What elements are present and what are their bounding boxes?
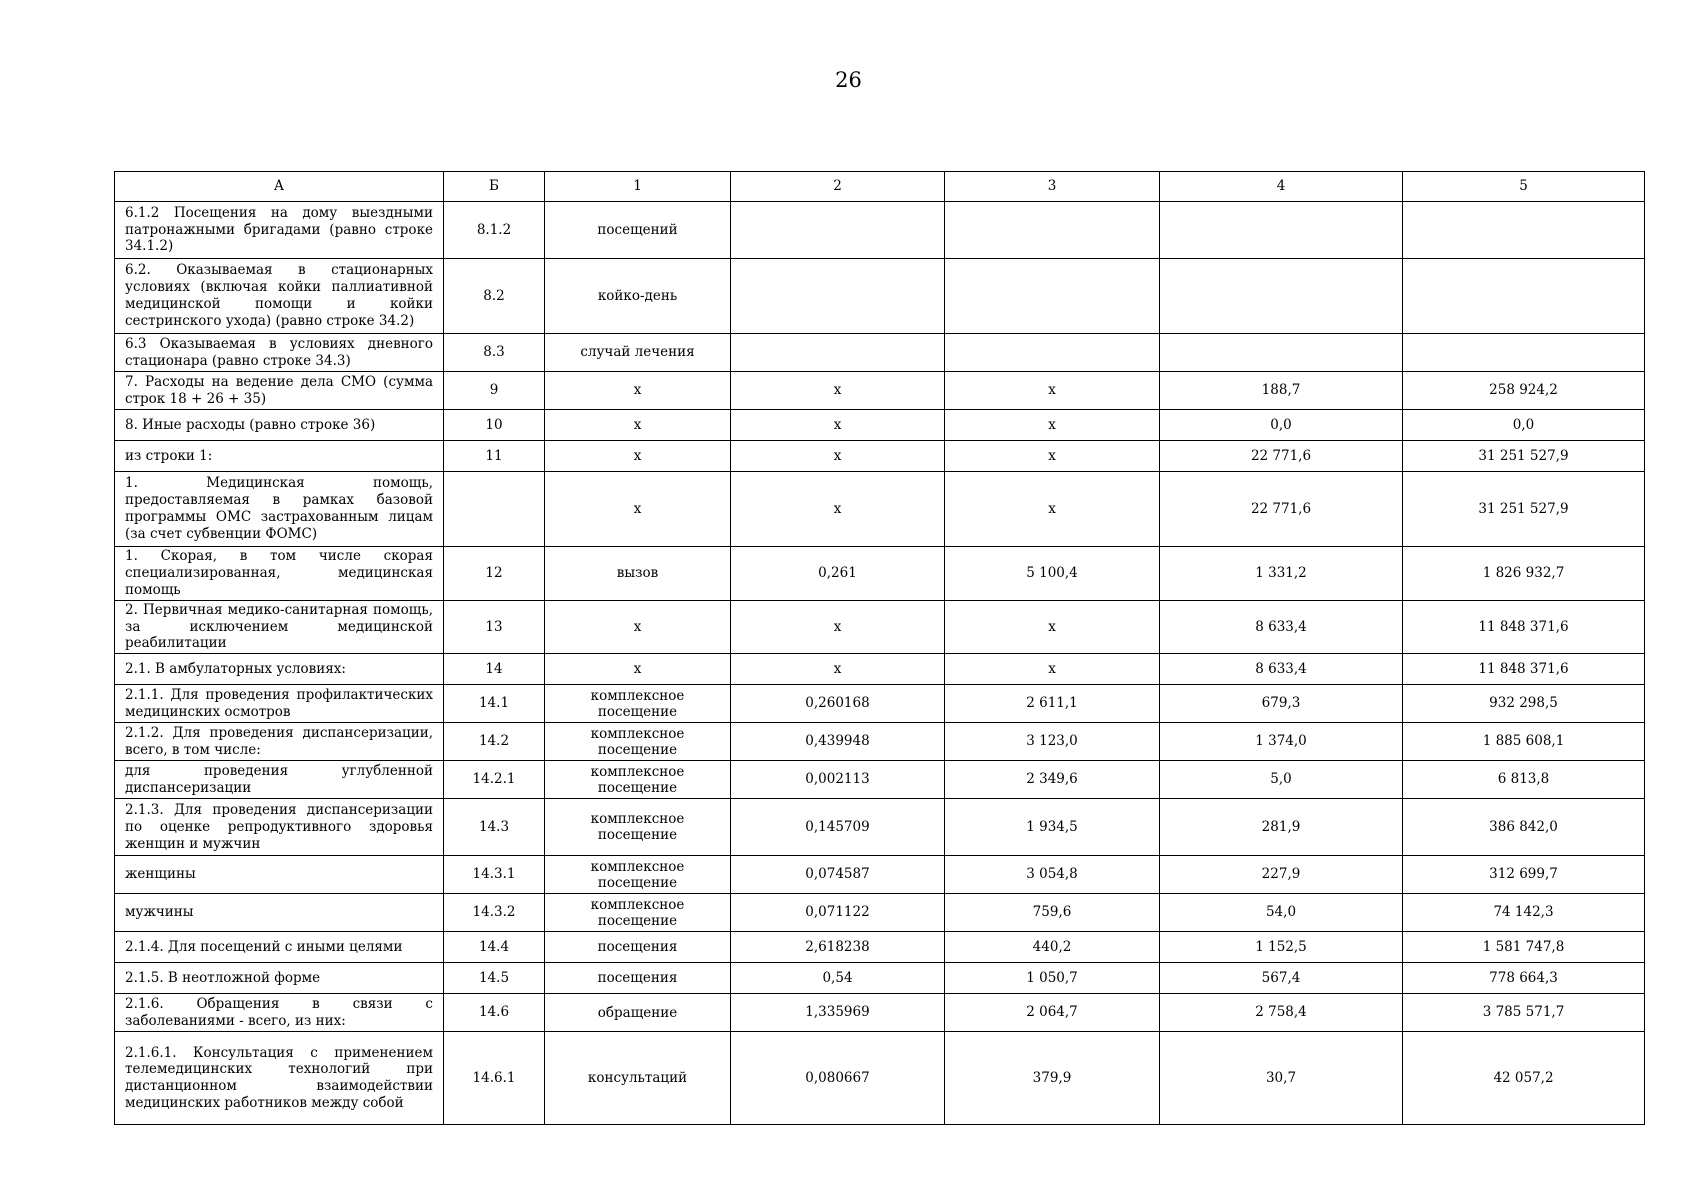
table-row xyxy=(115,963,1645,994)
cell-col-4: 22 771,6 xyxy=(1160,472,1403,547)
table-row xyxy=(115,723,1645,761)
cell-col-5: 778 664,3 xyxy=(1403,963,1645,994)
cell-col-5: 1 885 608,1 xyxy=(1403,723,1645,761)
table-row xyxy=(115,372,1645,410)
table-row xyxy=(115,441,1645,472)
cell-col-3: 3 054,8 xyxy=(945,856,1160,894)
row-unit: х xyxy=(545,654,731,685)
cell-col-2: 0,071122 xyxy=(731,894,945,932)
cell-col-5 xyxy=(1403,334,1645,372)
row-unit: случай лечения xyxy=(545,334,731,372)
row-label: мужчины xyxy=(115,894,444,932)
table-header-row xyxy=(115,172,1645,202)
header-cell-2: 1 xyxy=(545,172,731,202)
row-code: 8.2 xyxy=(444,259,545,334)
cell-col-5: 11 848 371,6 xyxy=(1403,600,1645,654)
row-label: 6.3 Оказываемая в условиях дневного стационара (равно строке 34.3) xyxy=(115,334,444,372)
cell-col-4: 30,7 xyxy=(1160,1032,1403,1125)
cell-col-3: х xyxy=(945,654,1160,685)
cell-col-2: 0,074587 xyxy=(731,856,945,894)
cell-col-5: 31 251 527,9 xyxy=(1403,472,1645,547)
cell-col-4 xyxy=(1160,202,1403,259)
cell-col-4: 5,0 xyxy=(1160,761,1403,799)
row-unit: посещения xyxy=(545,963,731,994)
row-code: 14.6 xyxy=(444,994,545,1032)
row-code: 14.2 xyxy=(444,723,545,761)
cell-col-2: х xyxy=(731,472,945,547)
cell-col-4: 227,9 xyxy=(1160,856,1403,894)
row-code: 14.6.1 xyxy=(444,1032,545,1125)
table-row xyxy=(115,600,1645,654)
row-label: 2.1.3. Для проведения диспансеризации по оценке репродуктивного здоровья женщин и мужчин xyxy=(115,799,444,856)
table-row xyxy=(115,894,1645,932)
row-label: 2.1.6.1. Консультация с применением телемедицинских технологий при дистанционном взаимодействии медицинских работников между собой xyxy=(115,1032,444,1125)
row-code: 14.2.1 xyxy=(444,761,545,799)
cell-col-2 xyxy=(731,202,945,259)
row-code: 14.3.1 xyxy=(444,856,545,894)
table-row xyxy=(115,761,1645,799)
row-code: 9 xyxy=(444,372,545,410)
cell-col-2: х xyxy=(731,410,945,441)
row-code: 8.3 xyxy=(444,334,545,372)
row-label: 2.1.2. Для проведения диспансеризации, всего, в том числе: xyxy=(115,723,444,761)
cell-col-3: 2 611,1 xyxy=(945,685,1160,723)
row-unit: комплексное посещение xyxy=(545,761,731,799)
cell-col-2: х xyxy=(731,372,945,410)
row-code: 14.3.2 xyxy=(444,894,545,932)
cell-col-3: 1 934,5 xyxy=(945,799,1160,856)
cell-col-4: 8 633,4 xyxy=(1160,654,1403,685)
cell-col-3: 2 064,7 xyxy=(945,994,1160,1032)
cell-col-5: 74 142,3 xyxy=(1403,894,1645,932)
cell-col-4: 54,0 xyxy=(1160,894,1403,932)
cell-col-5: 42 057,2 xyxy=(1403,1032,1645,1125)
cell-col-4: 8 633,4 xyxy=(1160,600,1403,654)
row-unit: обращение xyxy=(545,994,731,1032)
cell-col-3 xyxy=(945,259,1160,334)
row-unit: х xyxy=(545,472,731,547)
cell-col-3: х xyxy=(945,600,1160,654)
cell-col-3: 5 100,4 xyxy=(945,547,1160,601)
row-label: 1. Скорая, в том числе скорая специализированная, медицинская помощь xyxy=(115,547,444,601)
cell-col-2: х xyxy=(731,441,945,472)
cell-col-4: 679,3 xyxy=(1160,685,1403,723)
cell-col-3: х xyxy=(945,410,1160,441)
row-unit: посещения xyxy=(545,932,731,963)
row-code: 14.5 xyxy=(444,963,545,994)
cell-col-5 xyxy=(1403,202,1645,259)
cell-col-3: 3 123,0 xyxy=(945,723,1160,761)
table-row xyxy=(115,654,1645,685)
row-label: 2.1. В амбулаторных условиях: xyxy=(115,654,444,685)
row-unit: комплексное посещение xyxy=(545,894,731,932)
data-table xyxy=(114,171,1645,1125)
cell-col-5: 11 848 371,6 xyxy=(1403,654,1645,685)
cell-col-2: 0,261 xyxy=(731,547,945,601)
row-code: 14.4 xyxy=(444,932,545,963)
cell-col-2: 1,335969 xyxy=(731,994,945,1032)
cell-col-3: 2 349,6 xyxy=(945,761,1160,799)
cell-col-2: 0,002113 xyxy=(731,761,945,799)
cell-col-2: 0,080667 xyxy=(731,1032,945,1125)
cell-col-5: 0,0 xyxy=(1403,410,1645,441)
row-label: для проведения углубленной диспансеризации xyxy=(115,761,444,799)
cell-col-5: 386 842,0 xyxy=(1403,799,1645,856)
cell-col-2: 0,145709 xyxy=(731,799,945,856)
cell-col-4: 2 758,4 xyxy=(1160,994,1403,1032)
row-code xyxy=(444,472,545,547)
table-row xyxy=(115,259,1645,334)
row-label: 2.1.5. В неотложной форме xyxy=(115,963,444,994)
table-row xyxy=(115,932,1645,963)
row-label: женщины xyxy=(115,856,444,894)
row-label: 1. Медицинская помощь, предоставляемая в рамках базовой программы ОМС застрахованным лицам (за счет субвенции ФОМС) xyxy=(115,472,444,547)
cell-col-4 xyxy=(1160,334,1403,372)
cell-col-4: 281,9 xyxy=(1160,799,1403,856)
cell-col-2: 0,260168 xyxy=(731,685,945,723)
table-row xyxy=(115,799,1645,856)
table-row xyxy=(115,334,1645,372)
row-label: 2.1.1. Для проведения профилактических медицинских осмотров xyxy=(115,685,444,723)
cell-col-5: 3 785 571,7 xyxy=(1403,994,1645,1032)
row-unit: вызов xyxy=(545,547,731,601)
cell-col-4: 1 331,2 xyxy=(1160,547,1403,601)
row-unit: х xyxy=(545,372,731,410)
header-cell-0: А xyxy=(115,172,444,202)
row-code: 14 xyxy=(444,654,545,685)
row-unit: посещений xyxy=(545,202,731,259)
cell-col-3: 1 050,7 xyxy=(945,963,1160,994)
row-code: 14.3 xyxy=(444,799,545,856)
cell-col-3: 379,9 xyxy=(945,1032,1160,1125)
row-code: 11 xyxy=(444,441,545,472)
table-row xyxy=(115,410,1645,441)
row-label: 6.1.2 Посещения на дому выездными патронажными бригадами (равно строке 34.1.2) xyxy=(115,202,444,259)
row-label: из строки 1: xyxy=(115,441,444,472)
cell-col-3: 759,6 xyxy=(945,894,1160,932)
header-cell-5: 4 xyxy=(1160,172,1403,202)
header-cell-1: Б xyxy=(444,172,545,202)
row-unit: комплексное посещение xyxy=(545,799,731,856)
row-unit: х xyxy=(545,410,731,441)
cell-col-4: 188,7 xyxy=(1160,372,1403,410)
header-cell-6: 5 xyxy=(1403,172,1645,202)
row-label: 2.1.4. Для посещений с иными целями xyxy=(115,932,444,963)
cell-col-5 xyxy=(1403,259,1645,334)
row-unit: консультаций xyxy=(545,1032,731,1125)
row-code: 13 xyxy=(444,600,545,654)
cell-col-2: х xyxy=(731,654,945,685)
cell-col-5: 258 924,2 xyxy=(1403,372,1645,410)
page-number: 26 xyxy=(835,68,862,92)
cell-col-4: 1 374,0 xyxy=(1160,723,1403,761)
cell-col-3 xyxy=(945,334,1160,372)
row-code: 12 xyxy=(444,547,545,601)
table-row xyxy=(115,685,1645,723)
cell-col-5: 312 699,7 xyxy=(1403,856,1645,894)
row-code: 14.1 xyxy=(444,685,545,723)
cell-col-5: 1 581 747,8 xyxy=(1403,932,1645,963)
cell-col-3: х xyxy=(945,472,1160,547)
row-unit: комплексное посещение xyxy=(545,723,731,761)
cell-col-5: 932 298,5 xyxy=(1403,685,1645,723)
cell-col-4: 1 152,5 xyxy=(1160,932,1403,963)
cell-col-2: 0,439948 xyxy=(731,723,945,761)
row-unit: х xyxy=(545,441,731,472)
row-unit: комплексное посещение xyxy=(545,856,731,894)
cell-col-2: 0,54 xyxy=(731,963,945,994)
cell-col-3: х xyxy=(945,441,1160,472)
cell-col-2 xyxy=(731,259,945,334)
cell-col-2: х xyxy=(731,600,945,654)
cell-col-5: 6 813,8 xyxy=(1403,761,1645,799)
table-row xyxy=(115,547,1645,601)
row-code: 10 xyxy=(444,410,545,441)
row-label: 6.2. Оказываемая в стационарных условиях (включая койки паллиативной медицинской помощи и койки сестринского ухода) (равно строке 34.2) xyxy=(115,259,444,334)
cell-col-5: 1 826 932,7 xyxy=(1403,547,1645,601)
row-unit: комплексное посещение xyxy=(545,685,731,723)
row-label: 7. Расходы на ведение дела СМО (сумма строк 18 + 26 + 35) xyxy=(115,372,444,410)
table-row xyxy=(115,202,1645,259)
row-label: 2.1.6. Обращения в связи с заболеваниями - всего, из них: xyxy=(115,994,444,1032)
table-row xyxy=(115,472,1645,547)
cell-col-4 xyxy=(1160,259,1403,334)
cell-col-4: 0,0 xyxy=(1160,410,1403,441)
row-label: 8. Иные расходы (равно строке 36) xyxy=(115,410,444,441)
cell-col-4: 22 771,6 xyxy=(1160,441,1403,472)
header-cell-4: 3 xyxy=(945,172,1160,202)
cell-col-3: х xyxy=(945,372,1160,410)
cell-col-3 xyxy=(945,202,1160,259)
header-cell-3: 2 xyxy=(731,172,945,202)
row-code: 8.1.2 xyxy=(444,202,545,259)
row-unit: х xyxy=(545,600,731,654)
table-row xyxy=(115,856,1645,894)
row-label: 2. Первичная медико-санитарная помощь, за исключением медицинской реабилитации xyxy=(115,600,444,654)
cell-col-4: 567,4 xyxy=(1160,963,1403,994)
cell-col-2: 2,618238 xyxy=(731,932,945,963)
cell-col-5: 31 251 527,9 xyxy=(1403,441,1645,472)
cell-col-2 xyxy=(731,334,945,372)
table-row xyxy=(115,1032,1645,1125)
cell-col-3: 440,2 xyxy=(945,932,1160,963)
row-unit: койко-день xyxy=(545,259,731,334)
table-row xyxy=(115,994,1645,1032)
